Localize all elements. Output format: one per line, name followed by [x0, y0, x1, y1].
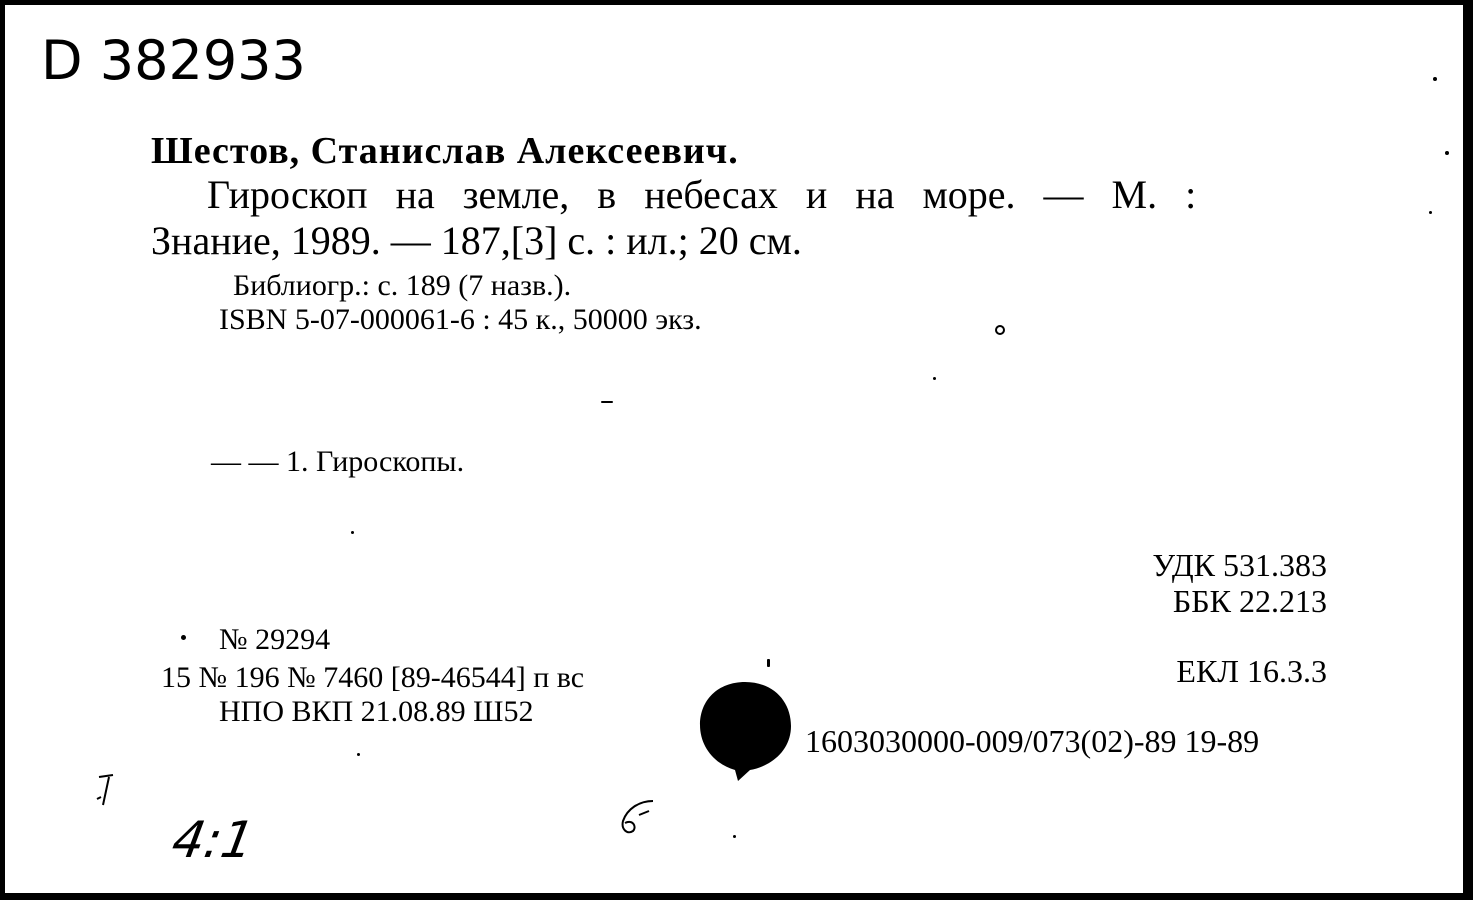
speck [767, 659, 770, 667]
speck [601, 401, 613, 403]
title-line-1: Гироскоп на земле, в небесах и на море. — М. : [207, 172, 1197, 217]
bbk-code: ББК 22.213 [1172, 583, 1327, 619]
speck [733, 835, 736, 838]
isbn-line: ISBN 5-07-000061-6 : 45 к., 50000 экз. [219, 303, 702, 336]
speck [1445, 151, 1449, 155]
printing-info: НПО ВКП 21.08.89 Ш52 [219, 695, 534, 728]
subject-heading: — — 1. Гироскопы. [211, 445, 465, 478]
speck [1433, 77, 1437, 81]
publisher-code: 1603030000-009/073(02)-89 19-89 [805, 723, 1260, 759]
speck [933, 377, 936, 380]
order-number-line: 15 № 196 № 7460 [89-46544] п вс [161, 661, 585, 694]
speck [181, 635, 186, 640]
record-number: № 29294 [219, 623, 331, 656]
udk-code: УДК 531.383 [1152, 547, 1327, 583]
author-name: Шестов, Станислав Алексеевич. [151, 130, 739, 172]
speck [351, 531, 354, 534]
speck [357, 753, 360, 756]
speck [1429, 211, 1432, 214]
title-line-2: Знание, 1989. — 187,[3] с. : ил.; 20 см. [151, 218, 802, 263]
catalog-id: D 382933 [41, 29, 306, 92]
pencil-mark-icon [91, 771, 121, 811]
bibliography-note: Библиогр.: с. 189 (7 назв.). [233, 269, 572, 302]
pencil-scribble-icon [609, 795, 669, 855]
ekl-code: ЕКЛ 16.3.3 [1176, 653, 1327, 689]
ink-blot-icon [698, 680, 793, 782]
speck [995, 325, 1005, 335]
catalog-card [3, 3, 1465, 895]
handwritten-note: 4:1 [167, 811, 259, 869]
